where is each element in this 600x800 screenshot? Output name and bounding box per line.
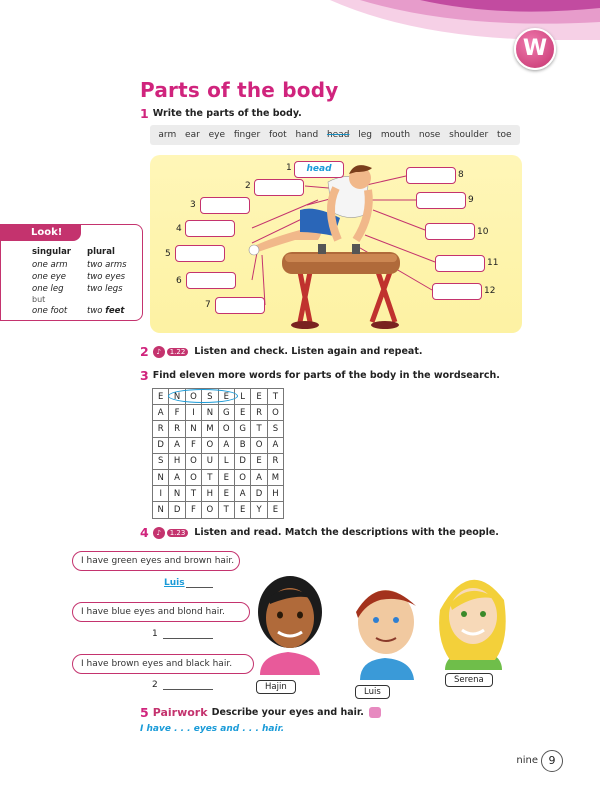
wordsearch-cell[interactable]: N bbox=[169, 389, 185, 405]
wordsearch-cell[interactable]: L bbox=[234, 389, 250, 405]
wordsearch-row bbox=[153, 486, 284, 502]
wordsearch-cell[interactable]: T bbox=[202, 469, 218, 485]
exercise-3-heading bbox=[140, 368, 500, 383]
wordsearch-row bbox=[153, 405, 284, 421]
wordsearch-circle bbox=[168, 389, 238, 403]
label-number: 4 bbox=[176, 224, 182, 234]
wordsearch-cell[interactable]: D bbox=[234, 453, 250, 469]
word-bank-item: ear bbox=[185, 130, 200, 140]
answer-number: 2 bbox=[152, 680, 158, 690]
label-number: 8 bbox=[458, 170, 464, 180]
wordsearch-cell[interactable]: N bbox=[185, 421, 201, 437]
exercise-number: 4 bbox=[140, 525, 149, 540]
word-bank-item: finger bbox=[233, 130, 261, 140]
wordsearch-cell[interactable]: D bbox=[251, 486, 267, 502]
label-number: 10 bbox=[477, 227, 489, 237]
wordsearch-cell[interactable]: F bbox=[185, 502, 201, 518]
wordsearch-cell[interactable]: N bbox=[169, 486, 185, 502]
wordsearch-cell[interactable]: S bbox=[202, 389, 218, 405]
wordsearch-row bbox=[153, 469, 284, 485]
wordsearch-cell[interactable]: O bbox=[185, 469, 201, 485]
label-number: 11 bbox=[487, 258, 499, 268]
look-plural: two arms bbox=[87, 260, 127, 270]
wordsearch-cell[interactable]: I bbox=[153, 486, 169, 502]
page-word: nine bbox=[516, 755, 538, 766]
wordsearch-cell[interactable]: A bbox=[251, 469, 267, 485]
wordsearch-cell[interactable]: H bbox=[202, 486, 218, 502]
wordsearch-cell[interactable]: S bbox=[153, 453, 169, 469]
wordsearch-cell[interactable]: O bbox=[202, 437, 218, 453]
label-number: 1 bbox=[286, 163, 292, 173]
word-bank-item: hand bbox=[295, 130, 319, 140]
answer-line[interactable] bbox=[163, 689, 213, 690]
answer-box-5[interactable] bbox=[175, 245, 225, 262]
word-bank-item: nose bbox=[418, 130, 441, 140]
label-number: 9 bbox=[468, 195, 474, 205]
look-plural: two legs bbox=[87, 284, 123, 294]
wordsearch-cell[interactable]: R bbox=[251, 405, 267, 421]
word-bank-item: foot bbox=[268, 130, 287, 140]
exercise-title: Pairwork bbox=[152, 706, 208, 719]
wordsearch-row bbox=[153, 453, 284, 469]
wordsearch-grid bbox=[152, 388, 284, 519]
audio-icon[interactable]: ♪ bbox=[153, 346, 165, 358]
wordsearch-cell[interactable]: R bbox=[153, 421, 169, 437]
answer-line[interactable] bbox=[186, 587, 213, 588]
wordsearch-cell[interactable]: O bbox=[185, 453, 201, 469]
kids-illustration bbox=[240, 560, 520, 680]
exercise-4-heading bbox=[140, 525, 499, 540]
wordsearch-cell[interactable]: A bbox=[267, 437, 283, 453]
label-number: 7 bbox=[205, 300, 211, 310]
wordsearch-cell[interactable]: Y bbox=[251, 502, 267, 518]
word-bank-item: leg bbox=[358, 130, 373, 140]
wordsearch-cell[interactable]: A bbox=[169, 469, 185, 485]
wordsearch-cell[interactable]: F bbox=[169, 405, 185, 421]
look-plural-exception bbox=[87, 306, 124, 316]
look-heading: Look! bbox=[1, 225, 81, 241]
name-tag-serena: Serena bbox=[445, 673, 493, 687]
wordsearch-cell[interactable]: O bbox=[218, 421, 234, 437]
answer-box-7[interactable] bbox=[215, 297, 265, 314]
wordsearch-cell[interactable]: D bbox=[169, 502, 185, 518]
word-bank-item: eye bbox=[208, 130, 226, 140]
answer-box-12[interactable] bbox=[432, 283, 482, 300]
name-tag-luis: Luis bbox=[355, 685, 390, 699]
answer-box-3[interactable] bbox=[200, 197, 250, 214]
answer-number: 1 bbox=[152, 629, 158, 639]
word-bank-item: toe bbox=[497, 130, 512, 140]
wordsearch-cell[interactable]: E bbox=[218, 469, 234, 485]
wordsearch-cell[interactable]: B bbox=[234, 437, 250, 453]
look-plural: two eyes bbox=[87, 272, 126, 282]
answer-box-6[interactable] bbox=[186, 272, 236, 289]
word-bank-item-used: head bbox=[326, 130, 350, 140]
exercise-2-heading bbox=[140, 344, 422, 359]
wordsearch-cell[interactable]: T bbox=[251, 421, 267, 437]
wordsearch-cell[interactable]: R bbox=[169, 421, 185, 437]
look-col-singular: singular bbox=[32, 247, 72, 257]
exercise-5-heading bbox=[140, 705, 381, 720]
page-number: 9 bbox=[541, 750, 563, 772]
pairwork-icon bbox=[369, 707, 381, 718]
wordsearch-cell[interactable]: S bbox=[267, 421, 283, 437]
answer-box-11[interactable] bbox=[435, 255, 485, 272]
wordsearch-cell[interactable]: A bbox=[169, 437, 185, 453]
wordsearch-cell[interactable]: M bbox=[202, 421, 218, 437]
wordsearch-cell[interactable]: E bbox=[251, 453, 267, 469]
wordsearch-cell[interactable]: O bbox=[267, 405, 283, 421]
label-number: 5 bbox=[165, 249, 171, 259]
match-answer: Luis bbox=[164, 578, 185, 588]
name-tag-hajin: Hajin bbox=[256, 680, 296, 694]
wordsearch-cell[interactable]: O bbox=[234, 469, 250, 485]
answer-box-9[interactable] bbox=[416, 192, 466, 209]
speech-bubble: I have blue eyes and blond hair. bbox=[72, 602, 250, 622]
wordsearch-cell[interactable]: A bbox=[218, 437, 234, 453]
wordsearch-cell[interactable]: I bbox=[185, 405, 201, 421]
word-bank-item: shoulder bbox=[449, 130, 489, 140]
look-singular: one arm bbox=[32, 260, 68, 270]
wordsearch-cell[interactable]: E bbox=[234, 405, 250, 421]
exercise-number: 3 bbox=[140, 368, 149, 383]
answer-box-8[interactable] bbox=[406, 167, 456, 184]
wordsearch-cell[interactable]: A bbox=[234, 486, 250, 502]
wordsearch-cell[interactable]: F bbox=[185, 437, 201, 453]
look-singular: one foot bbox=[32, 306, 68, 316]
wordsearch-cell[interactable]: N bbox=[153, 469, 169, 485]
model-sentence: I have . . . eyes and . . . hair. bbox=[140, 724, 285, 734]
wordsearch-cell[interactable]: E bbox=[153, 389, 169, 405]
wordsearch-row bbox=[153, 437, 284, 453]
wordsearch-cell[interactable]: O bbox=[251, 437, 267, 453]
page-title: Parts of the body bbox=[140, 78, 339, 102]
wordsearch-row bbox=[153, 421, 284, 437]
wordsearch-cell[interactable]: E bbox=[251, 389, 267, 405]
wordsearch-cell[interactable]: N bbox=[153, 502, 169, 518]
wordsearch-cell[interactable]: R bbox=[267, 453, 283, 469]
wordsearch-cell[interactable]: U bbox=[202, 453, 218, 469]
exercise-number: 1 bbox=[140, 106, 149, 121]
wordsearch-cell[interactable]: G bbox=[218, 405, 234, 421]
label-number: 12 bbox=[484, 286, 496, 296]
speech-bubble: I have brown eyes and black hair. bbox=[72, 654, 254, 674]
wordsearch-cell[interactable]: E bbox=[218, 486, 234, 502]
exercise-instruction: Describe your eyes and hair. bbox=[211, 707, 364, 718]
wordsearch-cell[interactable]: T bbox=[185, 486, 201, 502]
label-number: 2 bbox=[245, 181, 251, 191]
look-plural-bold: feet bbox=[105, 306, 125, 316]
look-singular: one eye bbox=[32, 272, 67, 282]
track-number: 1.23 bbox=[167, 529, 189, 537]
wordsearch-row bbox=[153, 502, 284, 518]
look-but: but bbox=[32, 295, 46, 304]
answer-box-10[interactable] bbox=[425, 223, 475, 240]
wordsearch-cell[interactable]: H bbox=[169, 453, 185, 469]
exercise-instruction: Write the parts of the body. bbox=[152, 108, 302, 119]
label-number: 3 bbox=[190, 200, 196, 210]
answer-box-2[interactable] bbox=[254, 179, 304, 196]
look-box bbox=[0, 224, 143, 321]
wordsearch-cell[interactable]: A bbox=[153, 405, 169, 421]
audio-icon[interactable]: ♪ bbox=[153, 527, 165, 539]
wordsearch-cell[interactable]: N bbox=[202, 405, 218, 421]
exercise-instruction: Listen and check. Listen again and repeat. bbox=[194, 346, 423, 357]
wordsearch-cell[interactable]: L bbox=[218, 453, 234, 469]
wordsearch-cell[interactable]: H bbox=[267, 486, 283, 502]
exercise-instruction: Find eleven more words for parts of the body in the wordsearch. bbox=[152, 370, 500, 381]
label-number: 6 bbox=[176, 276, 182, 286]
wordsearch-cell[interactable]: M bbox=[267, 469, 283, 485]
wordsearch-cell[interactable]: E bbox=[234, 502, 250, 518]
section-badge: W bbox=[514, 28, 556, 70]
exercise-instruction: Listen and read. Match the descriptions with the people. bbox=[194, 527, 499, 538]
wordsearch-cell[interactable]: T bbox=[267, 389, 283, 405]
speech-bubble: I have green eyes and brown hair. bbox=[72, 551, 240, 571]
wordsearch-cell[interactable]: E bbox=[267, 502, 283, 518]
answer-box-4[interactable] bbox=[185, 220, 235, 237]
word-bank-item: mouth bbox=[380, 130, 411, 140]
exercise-number: 5 bbox=[140, 705, 149, 720]
track-number: 1.22 bbox=[167, 348, 189, 356]
wordsearch-cell[interactable]: O bbox=[202, 502, 218, 518]
answer-line[interactable] bbox=[163, 638, 213, 639]
wordsearch-cell[interactable]: D bbox=[153, 437, 169, 453]
word-bank-item: arm bbox=[158, 130, 177, 140]
wordsearch-cell[interactable]: G bbox=[234, 421, 250, 437]
wordsearch-cell[interactable]: O bbox=[185, 389, 201, 405]
answer-box-1[interactable]: head bbox=[294, 161, 344, 178]
wordsearch-cell[interactable]: E bbox=[218, 389, 234, 405]
look-col-plural: plural bbox=[87, 247, 115, 257]
exercise-number: 2 bbox=[140, 344, 149, 359]
look-singular: one leg bbox=[32, 284, 64, 294]
wordsearch-cell[interactable]: T bbox=[218, 502, 234, 518]
look-plural: two bbox=[87, 306, 106, 316]
